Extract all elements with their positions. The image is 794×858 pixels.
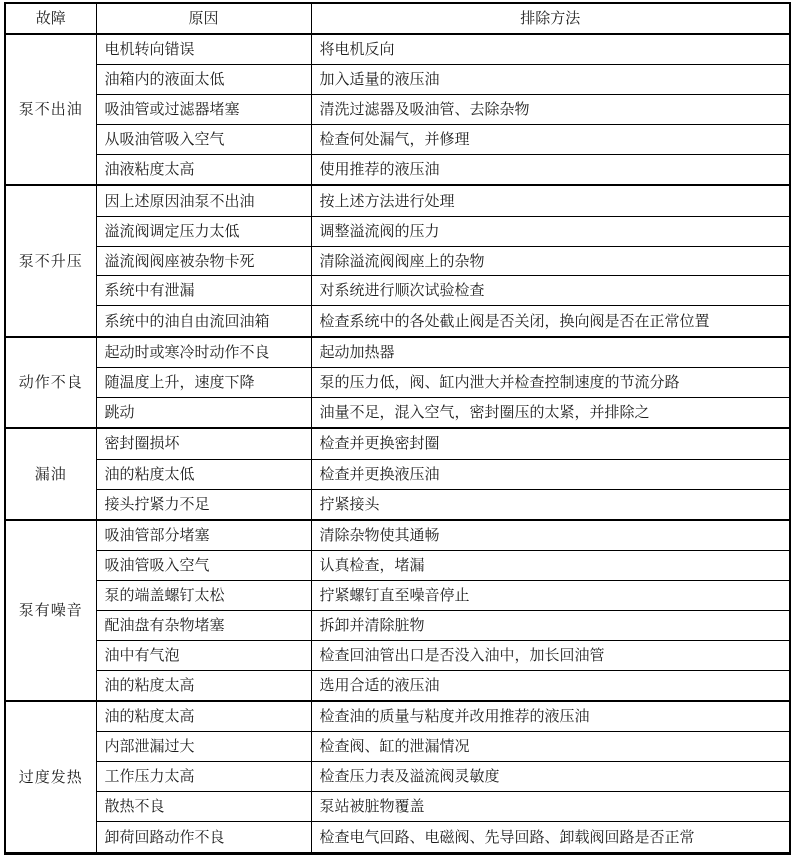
remedy-cell: 拧紧接头 — [311, 489, 790, 520]
table-row — [5, 397, 790, 428]
header-fault: 故障 — [5, 3, 96, 34]
cause-cell: 接头拧紧力不足 — [96, 489, 311, 520]
fault-cell: 动作不良 — [5, 337, 96, 429]
remedy-cell: 认真检查，堵漏 — [311, 551, 790, 581]
cause-cell: 内部泄漏过大 — [96, 732, 311, 762]
cause-cell: 电机转向错误 — [96, 34, 311, 65]
cause-cell: 油中有气泡 — [96, 640, 311, 670]
fault-group — [5, 428, 790, 520]
remedy-cell: 检查回油管出口是否没入油中，加长回油管 — [311, 640, 790, 670]
header-row — [5, 3, 790, 34]
table-row — [5, 34, 790, 65]
fault-group — [5, 34, 790, 185]
cause-cell: 密封圈损坏 — [96, 428, 311, 459]
cause-cell: 吸油管吸入空气 — [96, 551, 311, 581]
cause-cell: 油的粘度太高 — [96, 701, 311, 732]
remedy-cell: 将电机反向 — [311, 34, 790, 65]
cause-cell: 系统中的油自由流回油箱 — [96, 306, 311, 337]
remedy-cell: 使用推荐的液压油 — [311, 155, 790, 186]
cause-cell: 随温度上升，速度下降 — [96, 368, 311, 398]
table-row — [5, 822, 790, 854]
table-row — [5, 306, 790, 337]
remedy-cell: 选用合适的液压油 — [311, 670, 790, 701]
cause-cell: 油的粘度太低 — [96, 459, 311, 489]
fault-cell: 泵有噪音 — [5, 520, 96, 701]
table-row — [5, 216, 790, 246]
cause-cell: 因上述原因油泵不出油 — [96, 185, 311, 216]
fault-cell: 泵不升压 — [5, 185, 96, 336]
remedy-cell: 清除溢流阀阀座上的杂物 — [311, 246, 790, 276]
troubleshooting-table — [4, 2, 791, 855]
remedy-cell: 对系统进行顺次试验检查 — [311, 276, 790, 306]
table-row — [5, 246, 790, 276]
remedy-cell: 检查油的质量与粘度并改用推荐的液压油 — [311, 701, 790, 732]
table-row — [5, 276, 790, 306]
cause-cell: 跳动 — [96, 397, 311, 428]
table-row — [5, 792, 790, 822]
remedy-cell: 拧紧螺钉直至噪音停止 — [311, 581, 790, 611]
table-row — [5, 762, 790, 792]
table-row — [5, 459, 790, 489]
remedy-cell: 检查系统中的各处截止阀是否关闭，换向阀是否在正常位置 — [311, 306, 790, 337]
cause-cell: 工作压力太高 — [96, 762, 311, 792]
table-row — [5, 732, 790, 762]
header-remedy: 排除方法 — [311, 3, 790, 34]
remedy-cell: 清洗过滤器及吸油管、去除杂物 — [311, 95, 790, 125]
table-row — [5, 95, 790, 125]
table-row — [5, 428, 790, 459]
cause-cell: 吸油管部分堵塞 — [96, 520, 311, 551]
cause-cell: 油液粘度太高 — [96, 155, 311, 186]
cause-cell: 起动时或寒冷时动作不良 — [96, 337, 311, 368]
cause-cell: 散热不良 — [96, 792, 311, 822]
cause-cell: 溢流阀阀座被杂物卡死 — [96, 246, 311, 276]
cause-cell: 油箱内的液面太低 — [96, 65, 311, 95]
fault-group — [5, 520, 790, 701]
table-row — [5, 65, 790, 95]
table-row — [5, 125, 790, 155]
remedy-cell: 清除杂物使其通畅 — [311, 520, 790, 551]
table-row — [5, 551, 790, 581]
cause-cell: 溢流阀调定压力太低 — [96, 216, 311, 246]
fault-cell: 泵不出油 — [5, 34, 96, 185]
cause-cell: 吸油管或过滤器堵塞 — [96, 95, 311, 125]
table-row — [5, 368, 790, 398]
remedy-cell: 泵的压力低，阀、缸内泄大并检查控制速度的节流分路 — [311, 368, 790, 398]
remedy-cell: 油量不足，混入空气，密封圈压的太紧，并排除之 — [311, 397, 790, 428]
table-row — [5, 520, 790, 551]
remedy-cell: 拆卸并清除脏物 — [311, 610, 790, 640]
cause-cell: 从吸油管吸入空气 — [96, 125, 311, 155]
table-row — [5, 155, 790, 186]
fault-cell: 漏油 — [5, 428, 96, 520]
fault-cell: 过度发热 — [5, 701, 96, 853]
table-row — [5, 581, 790, 611]
remedy-cell: 调整溢流阀的压力 — [311, 216, 790, 246]
table-row — [5, 640, 790, 670]
remedy-cell: 检查并更换液压油 — [311, 459, 790, 489]
table-header — [5, 3, 790, 34]
table-row — [5, 185, 790, 216]
remedy-cell: 加入适量的液压油 — [311, 65, 790, 95]
remedy-cell: 检查电气回路、电磁阀、先导回路、卸载阀回路是否正常 — [311, 822, 790, 854]
table-row — [5, 670, 790, 701]
table-row — [5, 489, 790, 520]
remedy-cell: 起动加热器 — [311, 337, 790, 368]
cause-cell: 卸荷回路动作不良 — [96, 822, 311, 854]
fault-group — [5, 337, 790, 429]
cause-cell: 泵的端盖螺钉太松 — [96, 581, 311, 611]
remedy-cell: 检查并更换密封圈 — [311, 428, 790, 459]
table-row — [5, 701, 790, 732]
header-cause: 原因 — [96, 3, 311, 34]
fault-group — [5, 701, 790, 853]
remedy-cell: 泵站被脏物覆盖 — [311, 792, 790, 822]
cause-cell: 配油盘有杂物堵塞 — [96, 610, 311, 640]
remedy-cell: 检查压力表及溢流阀灵敏度 — [311, 762, 790, 792]
remedy-cell: 检查何处漏气，并修理 — [311, 125, 790, 155]
cause-cell: 油的粘度太高 — [96, 670, 311, 701]
fault-group — [5, 185, 790, 336]
cause-cell: 系统中有泄漏 — [96, 276, 311, 306]
table-row — [5, 337, 790, 368]
remedy-cell: 按上述方法进行处理 — [311, 185, 790, 216]
table-row — [5, 610, 790, 640]
remedy-cell: 检查阀、缸的泄漏情况 — [311, 732, 790, 762]
